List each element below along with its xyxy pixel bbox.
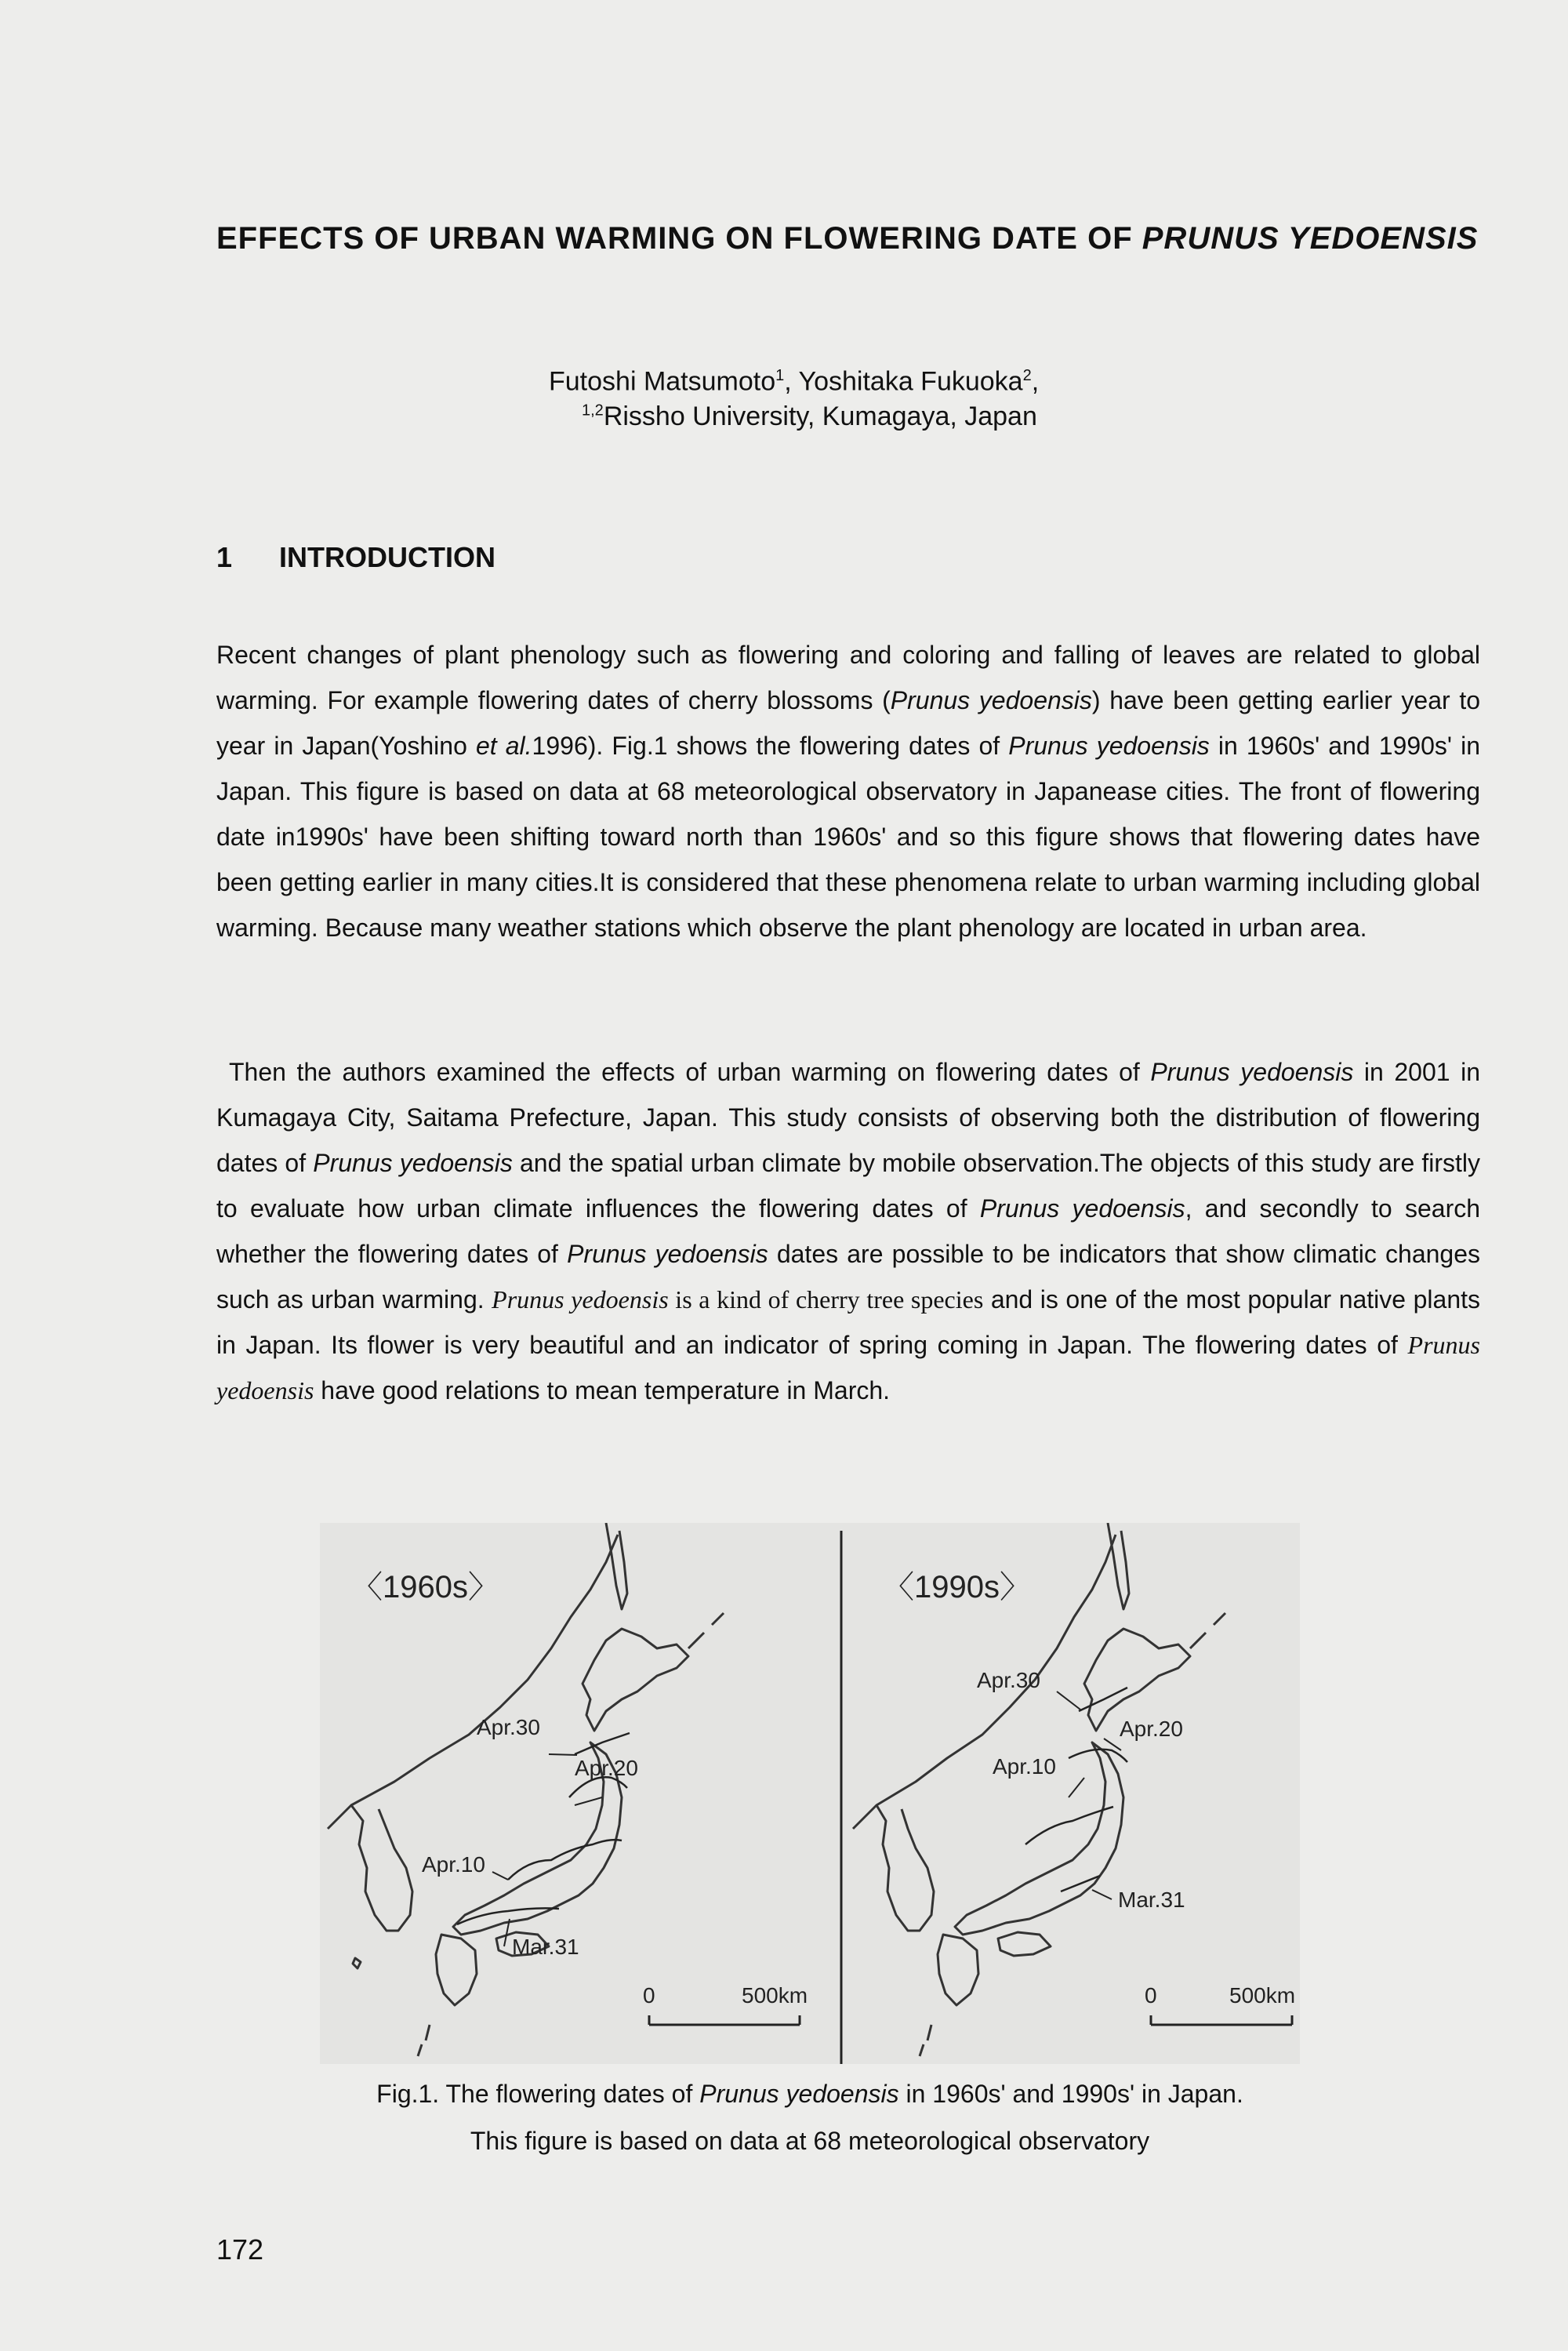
para1-species-1: Prunus yedoensis <box>890 686 1092 714</box>
author-separator: , <box>784 366 799 397</box>
caption-line2: This figure is based on data at 68 meteorological observatory <box>470 2127 1150 2155</box>
para1-text-2: ) have been getting earlier year to year in Japan(Yoshino <box>216 686 1481 760</box>
sakhalin-coast-1990s <box>1108 1523 1129 1609</box>
korean-peninsula-coast-1990s <box>877 1805 934 1931</box>
korean-peninsula-coast <box>351 1805 412 1931</box>
leader-apr20-1990s <box>1104 1739 1121 1750</box>
para2-species-4: Prunus yedoensis <box>567 1240 768 1268</box>
affiliation <box>582 402 1037 432</box>
kurile-islands <box>688 1613 724 1648</box>
leader-apr30-1960s <box>549 1754 577 1755</box>
para2-text-4: , and secondly to search whether the flowering dates of <box>216 1194 1481 1268</box>
shikoku-coast-1990s <box>998 1932 1051 1956</box>
label-apr30-1990s: Apr.30 <box>977 1668 1040 1692</box>
label-apr10-1990s: Apr.10 <box>993 1754 1056 1779</box>
scale-label-1990s: 500km <box>1229 1983 1296 2008</box>
leader-mar31-1990s <box>1092 1890 1112 1899</box>
island-chain <box>418 2025 430 2056</box>
scale-zero-1990s: 0 <box>1145 1983 1157 2008</box>
figure-1-maps <box>320 1523 1300 2064</box>
label-apr30-1960s: Apr.30 <box>477 1715 540 1739</box>
paper-title <box>216 218 1480 259</box>
section-title: INTRODUCTION <box>279 541 495 573</box>
affiliation-text: Rissho University, Kumagaya, Japan <box>603 402 1037 431</box>
figure-caption <box>320 2070 1300 2164</box>
para2-text-3: and the spatial urban climate by mobile observation.The objects of this study are firstly to evaluate how urban climate influences the flowering dates of <box>216 1149 1481 1223</box>
label-apr20-1960s: Apr.20 <box>575 1756 638 1780</box>
map-panel-1990s <box>853 1523 1295 2056</box>
caption-line1-a: Fig.1. The flowering dates of <box>376 2080 700 2108</box>
para1-text-4: in 1960s' and 1990s' in Japan. This figure is based on data at 68 meteorological observatory in Japanease cities. The front of flowering date in1990s' have been shifting toward north than 1960s' and so this figure shows that flowering dates have been getting earlier in many cities.It is considered that these phenomena relate to urban warming including global warming. Because many weather stations which observe the plant phenology are located in urban area. <box>216 732 1481 942</box>
section-heading <box>216 541 495 574</box>
title-main: EFFECTS OF URBAN WARMING ON FLOWERING DATE OF <box>216 221 1142 256</box>
scale-zero-1960s: 0 <box>643 1983 655 2008</box>
leader-apr10-1960s <box>492 1872 508 1880</box>
map-panel-1960s <box>328 1523 808 2056</box>
kyushu-coast-1990s <box>938 1935 978 2005</box>
panel-title-1990s: 〈1990s〉 <box>883 1570 1031 1604</box>
island-chain-1990s <box>920 2025 931 2056</box>
author-line <box>549 354 1254 402</box>
isoline-apr10-1990s <box>1025 1807 1113 1844</box>
para2-species-1: Prunus yedoensis <box>1150 1058 1354 1086</box>
tsushima-island <box>353 1958 361 1968</box>
leader-apr30-1990s <box>1057 1691 1080 1710</box>
author-2-affil-mark: 2 <box>1022 367 1032 384</box>
para2-text-6: is a kind of cherry tree species <box>668 1285 984 1314</box>
para2-text-5: dates are possible to be indicators that show climatic changes such as urban warming. <box>216 1240 1480 1314</box>
para2-text-2: in 2001 in Kumagaya City, Saitama Prefecture, Japan. This study consists of observing both the distribution of flowering dates of <box>216 1058 1481 1177</box>
affiliation-mark: 1,2 <box>582 402 604 420</box>
label-mar31-1990s: Mar.31 <box>1118 1888 1185 1912</box>
isoline-apr30-1990s <box>1079 1688 1127 1711</box>
para1-etal: et al. <box>475 732 532 760</box>
author-1-affil-mark: 1 <box>775 367 785 384</box>
kyushu-coast <box>436 1935 477 2005</box>
author-1: Futoshi Matsumoto <box>549 366 776 397</box>
caption-line1-b: in 1960s' and 1990s' in Japan. <box>898 2080 1243 2108</box>
label-mar31-1960s: Mar.31 <box>512 1935 579 1959</box>
kurile-islands-1990s <box>1190 1613 1225 1648</box>
title-species: PRUNUS YEDOENSIS <box>1142 221 1479 256</box>
isoline-apr10-1960s <box>508 1840 622 1880</box>
para1-text-1: Recent changes of plant phenology such as flowering and coloring and falling of leaves are related to global warming. For example flowering dates of cherry blossoms ( <box>216 641 1480 714</box>
caption-species: Prunus yedoensis <box>699 2080 899 2108</box>
para2-species-2: Prunus yedoensis <box>313 1149 513 1177</box>
author-2: Yoshitaka Fukuoka <box>798 366 1023 397</box>
scale-label-1960s: 500km <box>742 1983 808 2008</box>
hokkaido-coast-1990s <box>1084 1629 1190 1731</box>
leader-apr20-1960s <box>575 1797 602 1805</box>
introduction-paragraph-1 <box>216 632 1480 950</box>
page-number: 172 <box>216 2233 264 2266</box>
para2-text-8: have good relations to mean temperature in March. <box>314 1376 891 1404</box>
author-trailing: , <box>1031 366 1040 397</box>
para2-species-3: Prunus yedoensis <box>979 1194 1185 1223</box>
para2-text-7: and is one of the most popular native plants in Japan. Its flower is very beautiful and an indicator of spring coming in Japan. The flowering dates of <box>216 1285 1481 1359</box>
leader-apr10-1990s <box>1069 1778 1084 1797</box>
label-apr20-1990s: Apr.20 <box>1120 1717 1183 1741</box>
figure-1 <box>320 1523 1300 2064</box>
para2-species-6: Prunus yedoensis <box>216 1331 1480 1404</box>
hokkaido-coast <box>583 1629 688 1731</box>
para2-species-5: Prunus yedoensis <box>492 1285 669 1314</box>
label-apr10-1960s: Apr.10 <box>422 1852 485 1877</box>
panel-title-1960s: 〈1960s〉 <box>351 1570 499 1604</box>
para1-text-3: 1996). Fig.1 shows the flowering dates of <box>532 732 1009 760</box>
para1-species-2: Prunus yedoensis <box>1008 732 1210 760</box>
section-number: 1 <box>216 541 233 573</box>
introduction-paragraph-2 <box>216 1049 1480 1413</box>
para2-text-1: Then the authors examined the effects of urban warming on flowering dates of <box>229 1058 1151 1086</box>
